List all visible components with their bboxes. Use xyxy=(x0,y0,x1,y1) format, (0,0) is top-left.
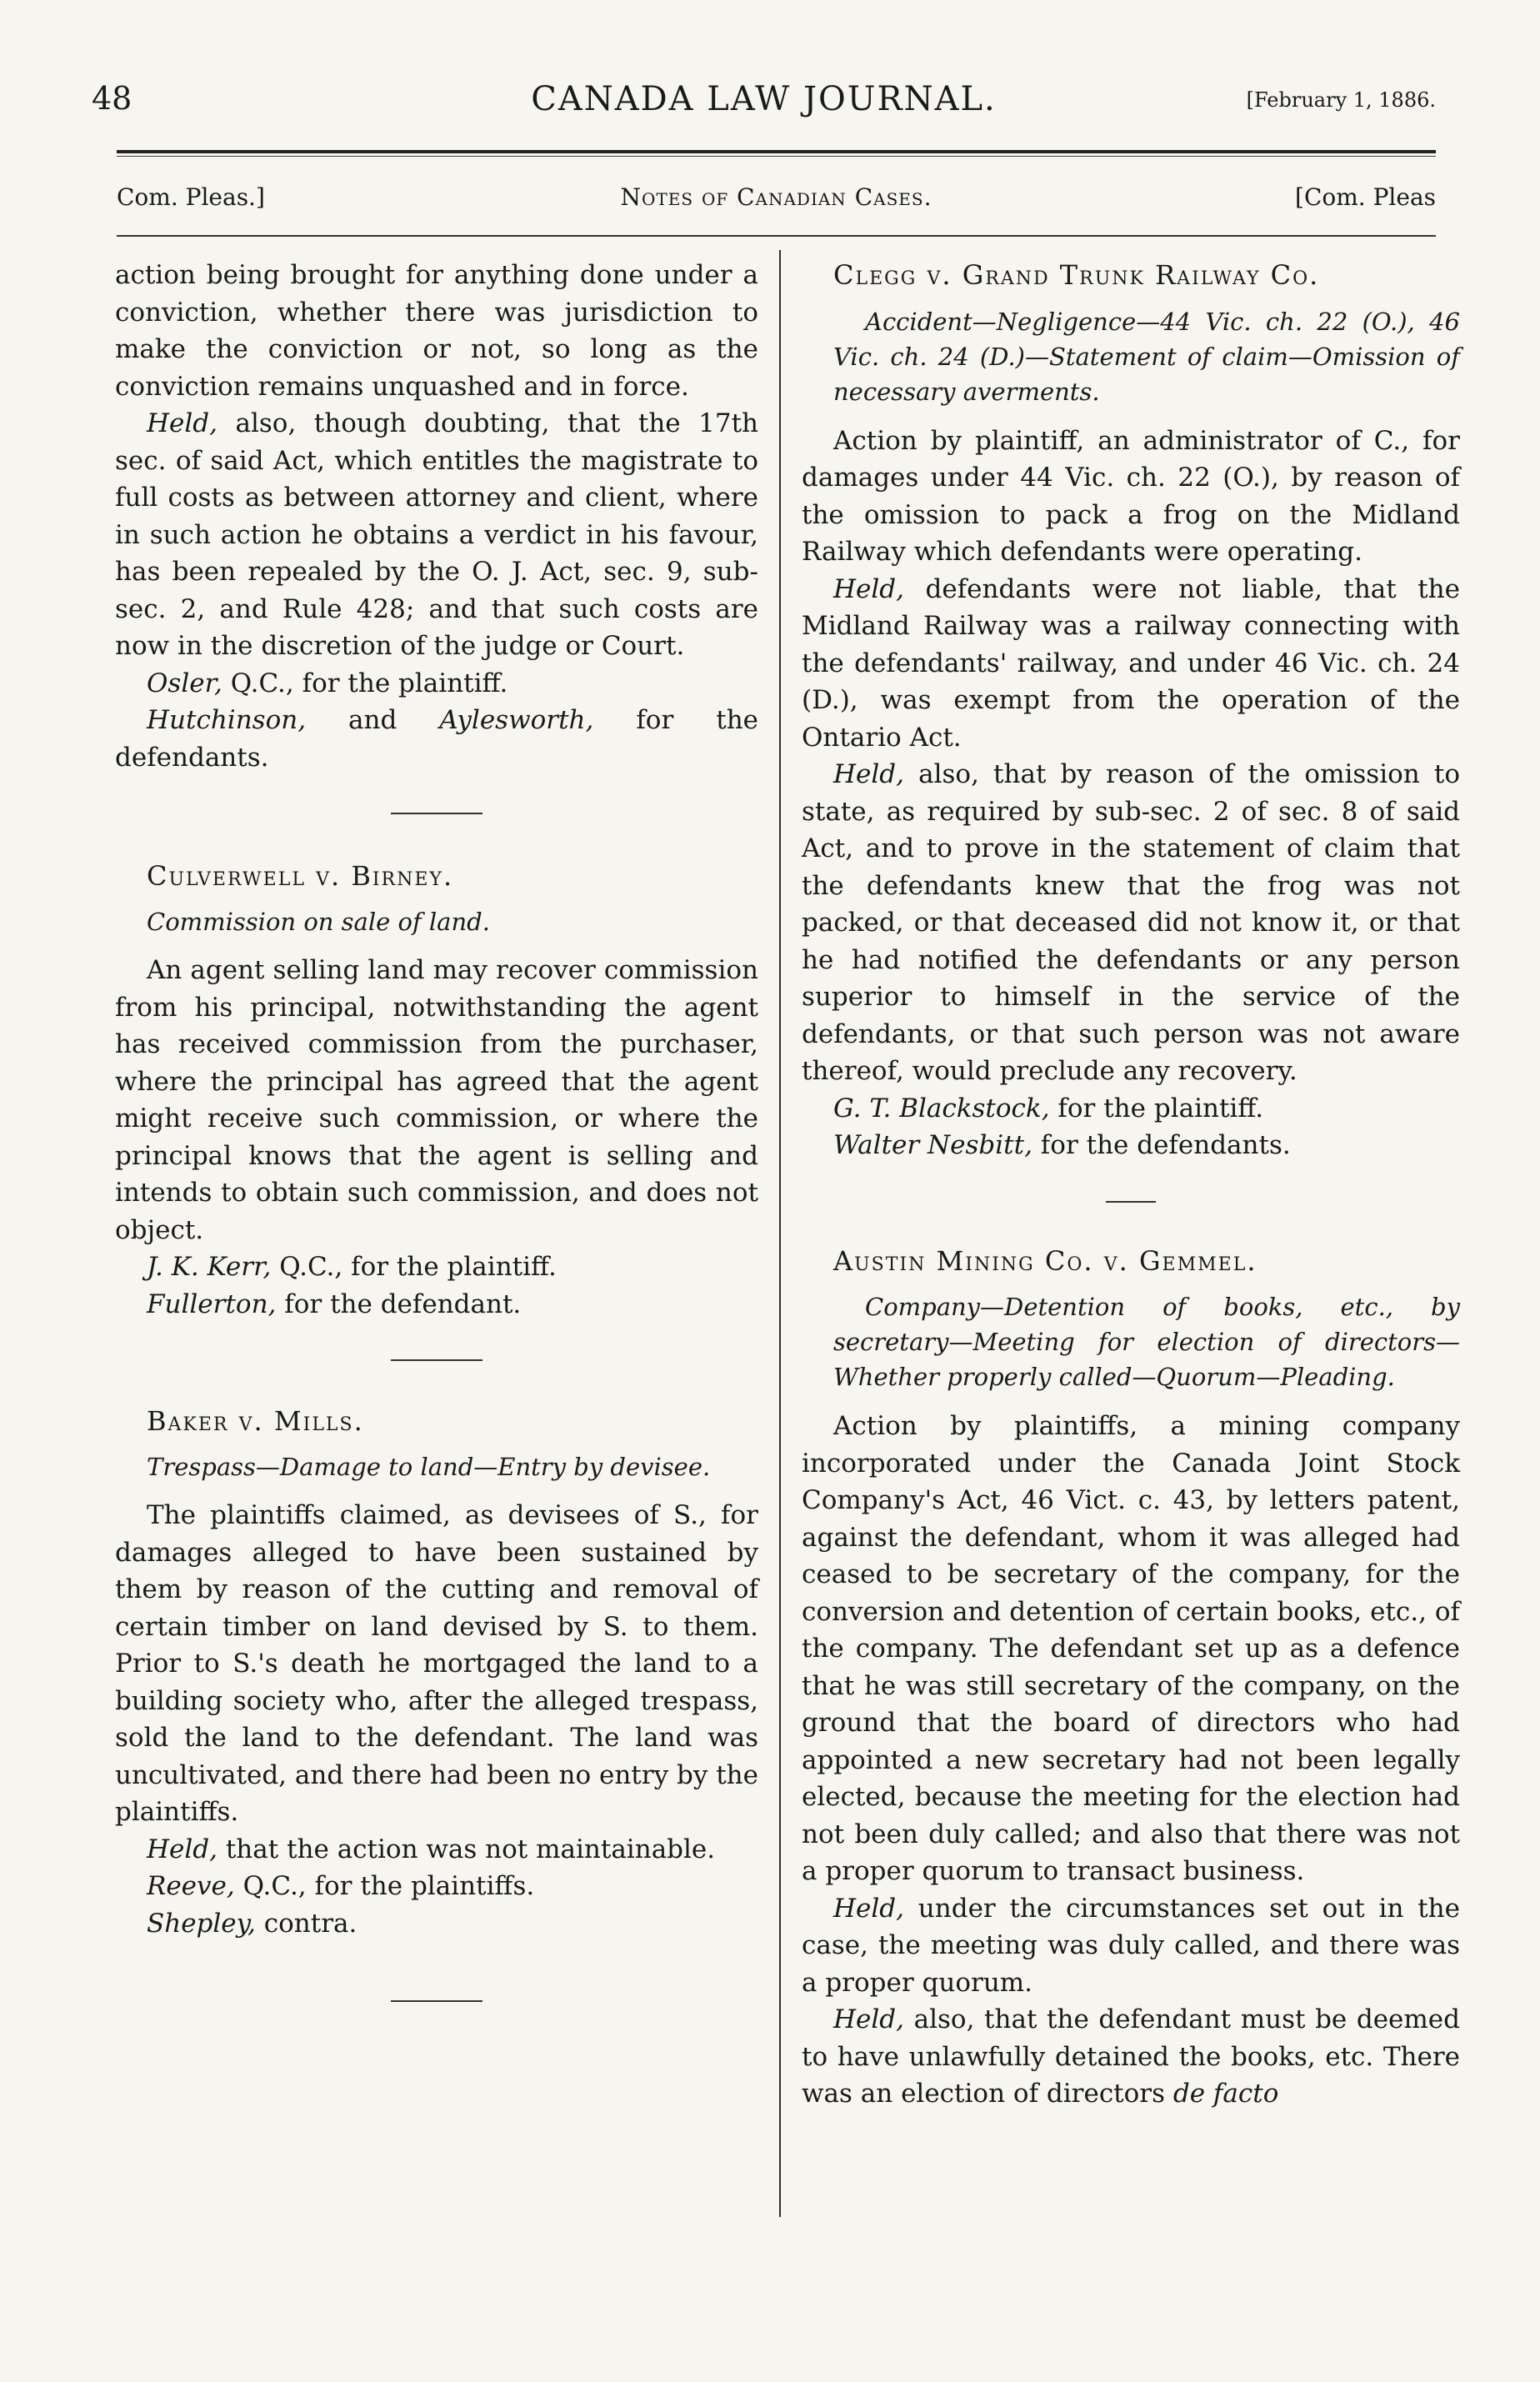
held-label: Held, xyxy=(147,408,218,438)
counsel-name: Hutchinson, xyxy=(147,705,307,735)
counsel-name: Aylesworth, xyxy=(439,705,594,735)
column-divider xyxy=(779,250,781,2217)
counsel-role: for the defendant. xyxy=(276,1289,522,1319)
counsel-role: Q.C., for the plaintiffs. xyxy=(234,1871,535,1901)
counsel-role: contra. xyxy=(255,1908,358,1939)
held-text: under the circumstances set out in the case, the meeting was duly called, and there was a proper quorum. xyxy=(802,1893,1460,1998)
counsel-name: Osler, xyxy=(147,668,222,698)
held-paragraph xyxy=(115,405,758,665)
issue-date: [February 1, 1886. xyxy=(1246,88,1436,112)
held-label: Held, xyxy=(833,1893,904,1924)
held-text: defendants were not liable, that the Midland Railway was a railway connecting with the defendants' railway, and under 46 Vic. ch. 24 (D.), was exempt from the operation of the Ontario Act. xyxy=(802,573,1460,753)
counsel-role: for the defendants. xyxy=(1032,1130,1291,1160)
counsel-role: Q.C., for the plaintiff. xyxy=(271,1252,557,1282)
case-separator xyxy=(391,2000,482,2002)
case-title xyxy=(802,257,1460,294)
case-title-text: Clegg v. Grand Trunk Railway Co. xyxy=(833,259,1320,291)
held-text: also, though doubting, that the 17th sec. of said Act, which entitles the magistrate to full costs as between attorney and client, where in such action he obtains a verdict in his favour, has been repealed by the O. J. Act, sec. 9, sub-sec. 2, and Rule 428; and that such costs are now in the discretion of the judge or Court. xyxy=(115,408,758,661)
held-paragraph xyxy=(802,2001,1460,2113)
counsel-name: Walter Nesbitt, xyxy=(833,1130,1032,1160)
counsel-name: J. K. Kerr, xyxy=(147,1252,272,1282)
case-paragraph: Action by plaintiffs, a mining company incorporated under the Canada Joint Stock Company's Act, 46 Vict. c. 43, by letters patent, against the defendant, whom it was alleged had ceased to be secretary of the company, for the conversion and detention of certain books, etc., of the company. The defendant set up as a defence that he was still secretary of the company, on the ground that the board of directors who had appointed a new secretary had not been legally elected, because the meeting for the election had not been duly called; and also that there was not a proper quorum to transact business. xyxy=(802,1411,1460,1886)
running-header-left: Com. Pleas.] xyxy=(117,183,265,211)
header-rule-thin xyxy=(117,156,1436,157)
counsel-name: G. T. Blackstock, xyxy=(833,1093,1050,1123)
held-text: also, that the defendant must be deemed to have unlawfully detained the books, etc. There was an election of directors xyxy=(802,2004,1460,2109)
held-label: Held, xyxy=(147,1834,218,1864)
counsel-name: Shepley, xyxy=(147,1908,256,1939)
running-header-rule xyxy=(117,235,1436,237)
right-column xyxy=(802,257,1460,2113)
counsel-line xyxy=(115,1868,758,1905)
counsel-role: for the defendants. xyxy=(115,705,759,773)
case-title-text: Austin Mining Co. v. Gemmel. xyxy=(833,1244,1258,1277)
page-header xyxy=(92,80,1436,130)
counsel-role: for the plaintiff. xyxy=(1049,1093,1264,1123)
held-paragraph xyxy=(115,1831,758,1869)
held-label: Held, xyxy=(833,759,904,789)
case-headnote: Company—Detention of books, etc., by secretary—Meeting for election of directors—Whether properly called—Quorum—Pleading. xyxy=(833,1293,1460,1391)
counsel-line xyxy=(115,665,758,703)
case-paragraph: An agent selling land may recover commission from his principal, notwithstanding the agent has received commission from the purchaser, where the principal has agreed that the agent might receive such commission, or where the principal knows that the agent is selling and intends to obtain such commission, and does not object. xyxy=(115,955,758,1245)
header-rule xyxy=(117,150,1436,153)
held-text: that the action was not maintainable. xyxy=(218,1834,716,1864)
counsel-line xyxy=(802,1090,1460,1128)
running-header-right: [Com. Pleas xyxy=(1295,183,1436,211)
case-title xyxy=(115,1403,758,1440)
case-headnote: Accident—Negligence—44 Vic. ch. 22 (O.), 46 Vic. ch. 24 (D.)—Statement of claim—Omission of necessary averments. xyxy=(833,307,1460,406)
counsel-line xyxy=(115,1249,758,1286)
case-title xyxy=(802,1243,1460,1280)
counsel-line xyxy=(802,1127,1460,1164)
running-header-center: Notes of Canadian Cases. xyxy=(620,183,932,211)
counsel-name: Reeve, xyxy=(147,1871,235,1901)
left-column xyxy=(115,257,758,2002)
counsel-line xyxy=(115,702,758,776)
held-paragraph xyxy=(802,571,1460,757)
counsel-role: Q.C., for the plaintiff. xyxy=(222,668,508,698)
case-headnote: Trespass—Damage to land—Entry by devisee. xyxy=(147,1452,711,1481)
case-title-text: Culverwell v. Birney. xyxy=(147,860,454,892)
held-label: Held, xyxy=(833,573,904,604)
held-tail: de facto xyxy=(1172,2079,1279,2109)
held-paragraph xyxy=(802,756,1460,1090)
case-title xyxy=(115,858,758,895)
held-text: also, that by reason of the omission to state, as required by sub-sec. 2 of sec. 8 of said Act, and to prove in the statement of claim that the defendants knew that the frog was not packed, or that deceased did not know it, or that he had notified the defendants or any person superior to himself in the service of the defendants, or that such person was not aware thereof, would preclude any recovery. xyxy=(802,759,1460,1086)
counsel-conj: and xyxy=(306,705,440,735)
counsel-line xyxy=(115,1286,758,1324)
counsel-line xyxy=(115,1905,758,1943)
held-label: Held, xyxy=(833,2004,904,2034)
case-title-text: Baker v. Mills. xyxy=(147,1405,364,1437)
journal-title: CANADA LAW JOURNAL. xyxy=(531,80,997,118)
running-header xyxy=(117,183,1436,217)
continued-paragraph: action being brought for anything done under a conviction, whether there was jurisdiction to make the conviction or not, so long as the conviction remains unquashed and in force. xyxy=(115,260,758,402)
page-number: 48 xyxy=(92,80,132,117)
case-headnote: Commission on sale of land. xyxy=(147,907,490,936)
case-paragraph: Action by plaintiff, an administrator of C., for damages under 44 Vic. ch. 22 (O.), by reason of the omission to pack a frog on the Midland Railway which defendants were operating. xyxy=(802,425,1460,567)
held-paragraph xyxy=(802,1890,1460,2002)
counsel-name: Fullerton, xyxy=(147,1289,277,1319)
case-paragraph: The plaintiffs claimed, as devisees of S., for damages alleged to have been sustained by them by reason of the cutting and removal of certain timber on land devised by S. to them. Prior to S.'s death he mortgaged the land to a building society who, after the alleged trespass, sold the land to the defendant. The land was uncultivated, and there had been no entry by the plaintiffs. xyxy=(115,1500,758,1827)
